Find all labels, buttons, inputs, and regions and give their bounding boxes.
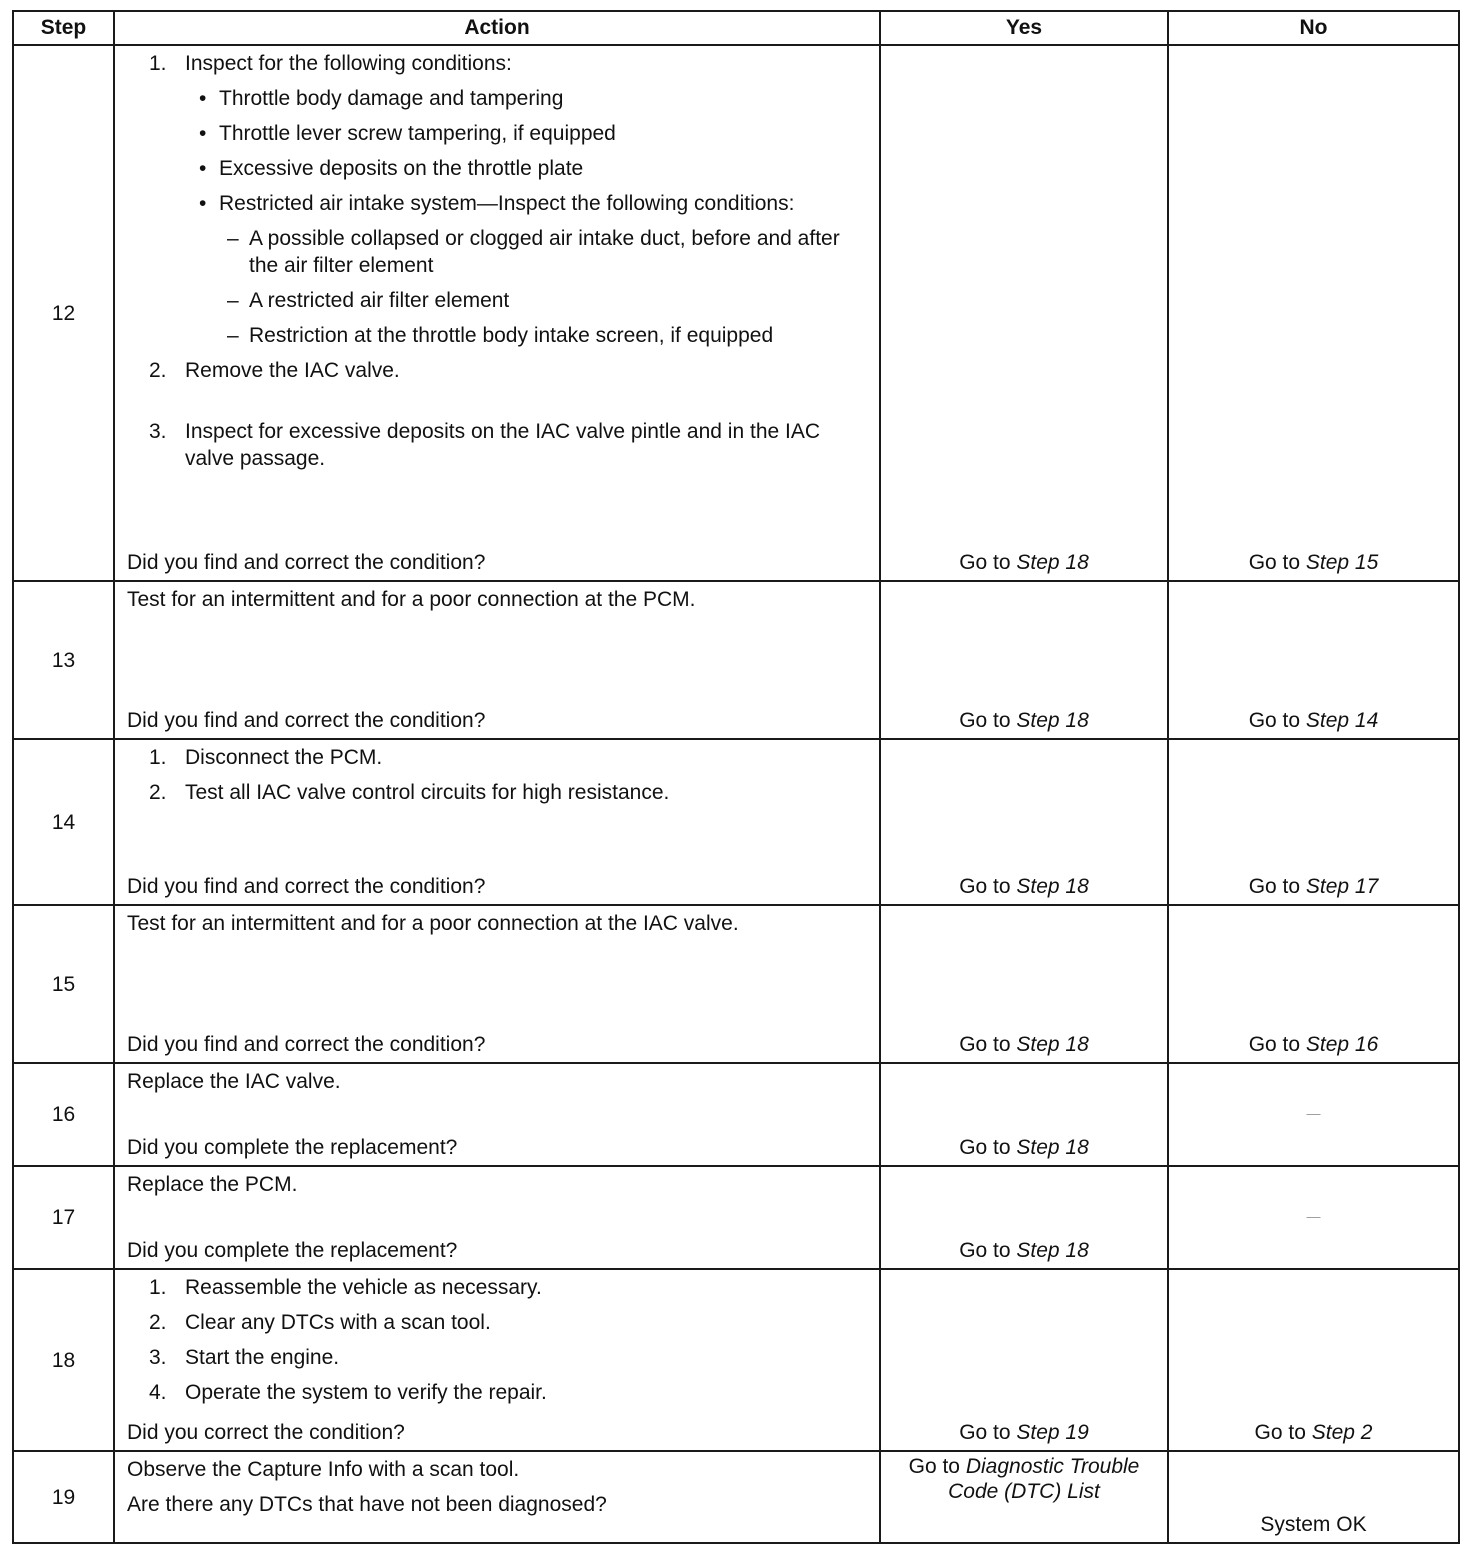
- table-row-step-12: [13, 45, 1459, 581]
- action-question: Did you complete the replacement?: [127, 1239, 458, 1262]
- table-row-step-13: [13, 581, 1459, 739]
- action-question: Did you find and correct the condition?: [127, 875, 486, 898]
- step-number: 16: [13, 1063, 114, 1166]
- no-cell: Go to Step 2: [1168, 1269, 1459, 1451]
- action-cell: [114, 1063, 880, 1166]
- action-question: Are there any DTCs that have not been diagnosed?: [127, 1493, 607, 1516]
- list-item: • Excessive deposits on the throttle plate: [185, 155, 867, 182]
- step-number: 12: [13, 45, 114, 581]
- step-link[interactable]: Step 15: [1305, 551, 1379, 574]
- step-number: 18: [13, 1269, 114, 1451]
- yes-cell: Go to Step 18: [880, 739, 1168, 905]
- action-cell: [114, 581, 880, 739]
- list-item: – Restriction at the throttle body intake screen, if equipped: [219, 322, 867, 349]
- system-ok-text: System OK: [1260, 1513, 1367, 1536]
- step-link[interactable]: Step 18: [1016, 1239, 1089, 1262]
- no-cell: Go to Step 14: [1168, 581, 1459, 739]
- header-yes: Yes: [880, 11, 1168, 45]
- action-cell: [114, 739, 880, 905]
- yes-cell: Go to Diagnostic Trouble Code (DTC) List: [880, 1451, 1168, 1543]
- header-action: Action: [114, 11, 880, 45]
- step-link[interactable]: Step 18: [1016, 709, 1089, 732]
- no-cell: Go to Step 17: [1168, 739, 1459, 905]
- step-link[interactable]: Step 18: [1016, 551, 1089, 574]
- diagnostic-table-page: [12, 10, 1458, 1544]
- list-item: 4. Operate the system to verify the repair.: [149, 1381, 547, 1404]
- list-item: 1. Disconnect the PCM.: [149, 746, 383, 769]
- list-item: 2. Remove the IAC valve.: [149, 359, 400, 382]
- table-row-step-14: [13, 739, 1459, 905]
- yes-cell: Go to Step 18: [880, 905, 1168, 1063]
- list-item: • Restricted air intake system—Inspect the following conditions: – A possible collapsed or clogged air intake duct, before and after the air filter element – A restricted air filter element – Restriction at the throttle body intake screen, if equipped: [185, 190, 867, 349]
- step-link[interactable]: Step 18: [1016, 1136, 1089, 1159]
- yes-cell: Go to Step 18: [880, 1166, 1168, 1269]
- action-cell: [114, 1166, 880, 1269]
- action-text: Replace the IAC valve.: [127, 1070, 341, 1093]
- no-cell: [1168, 1166, 1459, 1269]
- action-question: Did you find and correct the condition?: [127, 551, 486, 574]
- step-link[interactable]: Step 18: [1016, 875, 1089, 898]
- header-no: No: [1168, 11, 1459, 45]
- step-link[interactable]: Step 18: [1016, 1033, 1089, 1056]
- step-number: 19: [13, 1451, 114, 1543]
- dash-list: [219, 225, 867, 349]
- action-cell: [114, 905, 880, 1063]
- action-text: Test for an intermittent and for a poor connection at the IAC valve.: [127, 912, 739, 935]
- numbered-list: [127, 1274, 867, 1406]
- list-item: 3. Start the engine.: [149, 1346, 340, 1369]
- list-item: 2. Clear any DTCs with a scan tool.: [149, 1311, 491, 1334]
- no-cell: [1168, 1063, 1459, 1166]
- list-item: – A restricted air filter element: [219, 287, 867, 314]
- step-link[interactable]: Step 19: [1016, 1421, 1089, 1444]
- table-row-step-16: [13, 1063, 1459, 1166]
- action-cell: [114, 1269, 880, 1451]
- list-item: 2. Test all IAC valve control circuits for high resistance.: [149, 781, 670, 804]
- action-text: Observe the Capture Info with a scan tool.: [127, 1458, 520, 1481]
- dtc-list-link[interactable]: Diagnostic Trouble Code (DTC) List: [948, 1455, 1140, 1503]
- yes-cell: Go to Step 18: [880, 1063, 1168, 1166]
- list-item: • Throttle lever screw tampering, if equipped: [185, 120, 867, 147]
- step-number: 14: [13, 739, 114, 905]
- list-item: 1. Inspect for the following conditions: • Throttle body damage and tampering • Throttle lever screw tampering, if equipped • Excessive deposits on the throttle plate • Restricted air intake system—Inspect the following conditions: – A possible collapsed or clogged air intake duct, before and after the air filter element – A restricted air filter element – Restriction at the throttle body intake screen, if equipped: [127, 50, 867, 349]
- list-item: – A possible collapsed or clogged air intake duct, before and after the air filter element: [219, 225, 867, 279]
- no-cell: Go to Step 16: [1168, 905, 1459, 1063]
- diagnostic-steps-table: [12, 10, 1460, 1544]
- yes-cell: Go to Step 18: [880, 581, 1168, 739]
- no-action-dash: —: [1306, 1105, 1321, 1121]
- action-text: Test for an intermittent and for a poor connection at the PCM.: [127, 588, 696, 611]
- step-link[interactable]: Step 16: [1305, 1033, 1379, 1056]
- table-row-step-17: [13, 1166, 1459, 1269]
- step-link[interactable]: Step 17: [1305, 875, 1379, 898]
- step-number: 17: [13, 1166, 114, 1269]
- action-question: Did you find and correct the condition?: [127, 709, 486, 732]
- header-step: Step: [13, 11, 114, 45]
- list-item: 1. Reassemble the vehicle as necessary.: [149, 1276, 542, 1299]
- table-header-row: [13, 11, 1459, 45]
- table-row-step-15: [13, 905, 1459, 1063]
- action-cell: [114, 1451, 880, 1543]
- numbered-list: [127, 744, 867, 806]
- step-link[interactable]: Step 2: [1311, 1421, 1373, 1444]
- list-item: 3. Inspect for excessive deposits on the IAC valve pintle and in the IAC valve passage.: [149, 420, 821, 470]
- bullet-list: [185, 85, 867, 349]
- yes-cell: Go to Step 19: [880, 1269, 1168, 1451]
- list-item: • Throttle body damage and tampering: [185, 85, 867, 112]
- no-cell: [1168, 1451, 1459, 1543]
- action-question: Did you correct the condition?: [127, 1421, 405, 1444]
- table-row-step-18: [13, 1269, 1459, 1451]
- action-cell: [114, 45, 880, 581]
- step-link[interactable]: Step 14: [1305, 709, 1379, 732]
- yes-cell: Go to Step 18: [880, 45, 1168, 581]
- action-question: Did you complete the replacement?: [127, 1136, 458, 1159]
- step-number: 13: [13, 581, 114, 739]
- action-question: Did you find and correct the condition?: [127, 1033, 486, 1056]
- step-number: 15: [13, 905, 114, 1063]
- table-row-step-19: [13, 1451, 1459, 1543]
- numbered-list: [127, 50, 867, 472]
- no-action-dash: —: [1306, 1208, 1321, 1224]
- no-cell: Go to Step 15: [1168, 45, 1459, 581]
- action-text: Replace the PCM.: [127, 1173, 298, 1196]
